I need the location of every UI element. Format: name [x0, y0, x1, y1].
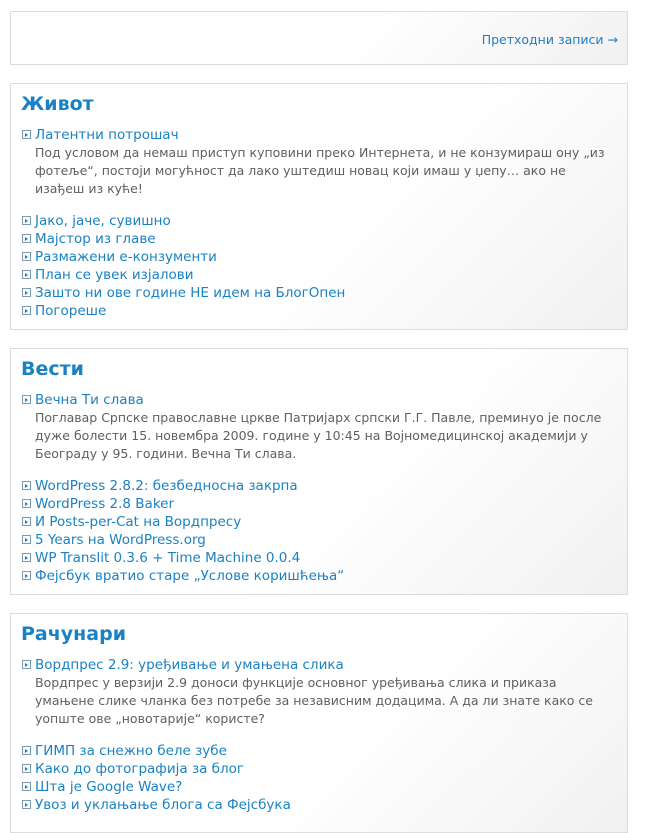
bullet-icon [22, 535, 31, 544]
post-link[interactable]: WP Translit 0.3.6 + Time Machine 0.0.4 [35, 550, 301, 566]
bullet-icon [22, 517, 31, 526]
post-link[interactable]: Јако, јаче, сувишно [35, 213, 171, 229]
bullet-icon [22, 216, 31, 225]
bullet-icon [22, 234, 31, 243]
list-item [21, 266, 617, 284]
post-excerpt: Поглавар Српске православне цркве Патријарх српски Г.Г. Павле, преминуо је после дуже болести 15. новембра 2009. године у 10:45 на Војномедицинској академији у Београду у 95. години. Вечна Ти слава. [35, 410, 602, 461]
post-link[interactable]: План се увек изјалови [35, 267, 194, 283]
post-list [21, 126, 617, 320]
list-item [21, 778, 617, 796]
list-item [21, 477, 617, 495]
bullet-icon [22, 660, 31, 669]
post-link[interactable]: Шта је Google Wave? [35, 779, 183, 795]
category-title: Живот [21, 93, 94, 115]
post-link[interactable]: Размажени е-конзументи [35, 249, 217, 265]
post-link[interactable]: Зашто ни ове године НЕ идем на БлогОпен [35, 285, 346, 301]
list-item [21, 760, 617, 778]
post-link[interactable]: 5 Years на WordPress.org [35, 532, 206, 548]
list-item [21, 230, 617, 248]
previous-entries-link[interactable]: Претходни записи → [481, 32, 618, 47]
category-title: Вести [21, 358, 84, 380]
post-link[interactable]: Вордпрес 2.9: уређивање и умањена слика [35, 657, 344, 673]
bullet-icon [22, 782, 31, 791]
category-box-vesti [10, 348, 628, 595]
list-item [21, 513, 617, 531]
post-link[interactable]: Латентни потрошач [35, 127, 179, 143]
category-box-zivot [10, 83, 628, 330]
list-item [21, 531, 617, 549]
post-link[interactable]: И Posts-per-Cat на Вордпресу [35, 514, 242, 530]
post-link[interactable]: Погореше [35, 303, 107, 319]
list-item [21, 742, 617, 760]
bullet-icon [22, 553, 31, 562]
post-list [21, 391, 617, 585]
category-box-racunari [10, 613, 628, 833]
category-title: Рачунари [21, 623, 127, 645]
post-link[interactable]: Фејсбук вратио старе „Услове коришћења“ [35, 568, 345, 584]
bullet-icon [22, 395, 31, 404]
bullet-icon [22, 252, 31, 261]
bullet-icon [22, 288, 31, 297]
bullet-icon [22, 499, 31, 508]
post-link[interactable]: Мајстор из главе [35, 231, 156, 247]
list-item [21, 212, 617, 230]
bullet-icon [22, 571, 31, 580]
list-item [21, 549, 617, 567]
list-item-featured [21, 391, 617, 463]
post-list [21, 656, 617, 814]
post-link[interactable]: ГИМП за снежно беле зубе [35, 743, 227, 759]
navigation-box [10, 11, 628, 65]
post-excerpt: Под условом да немаш приступ куповини преко Интернета, и не конзумираш ону „из фотеље“, постоји могућност да лако уштедиш новац који имаш у џепу… ако не изађеш из куће! [35, 145, 605, 196]
list-item [21, 567, 617, 585]
bullet-icon [22, 764, 31, 773]
post-link[interactable]: Вечна Ти слава [35, 392, 144, 408]
list-item [21, 284, 617, 302]
bullet-icon [22, 746, 31, 755]
bullet-icon [22, 270, 31, 279]
list-item-featured [21, 126, 617, 198]
list-item [21, 248, 617, 266]
post-link[interactable]: Како до фотографија за блог [35, 761, 244, 777]
post-excerpt: Вордпрес у верзији 2.9 доноси функције основног уређивања слика и приказа умањене слике чланка без потребе за независним додацима. А да ли знате како се уопште ове „новотарије“ користе? [35, 675, 593, 726]
post-link[interactable]: Увоз и уклањање блога са Фејсбука [35, 797, 291, 813]
bullet-icon [22, 481, 31, 490]
list-item-featured [21, 656, 617, 728]
post-link[interactable]: WordPress 2.8.2: безбедносна закрпа [35, 478, 298, 494]
list-item [21, 302, 617, 320]
post-link[interactable]: WordPress 2.8 Baker [35, 496, 175, 512]
bullet-icon [22, 306, 31, 315]
list-item [21, 495, 617, 513]
bullet-icon [22, 130, 31, 139]
list-item [21, 796, 617, 814]
bullet-icon [22, 800, 31, 809]
